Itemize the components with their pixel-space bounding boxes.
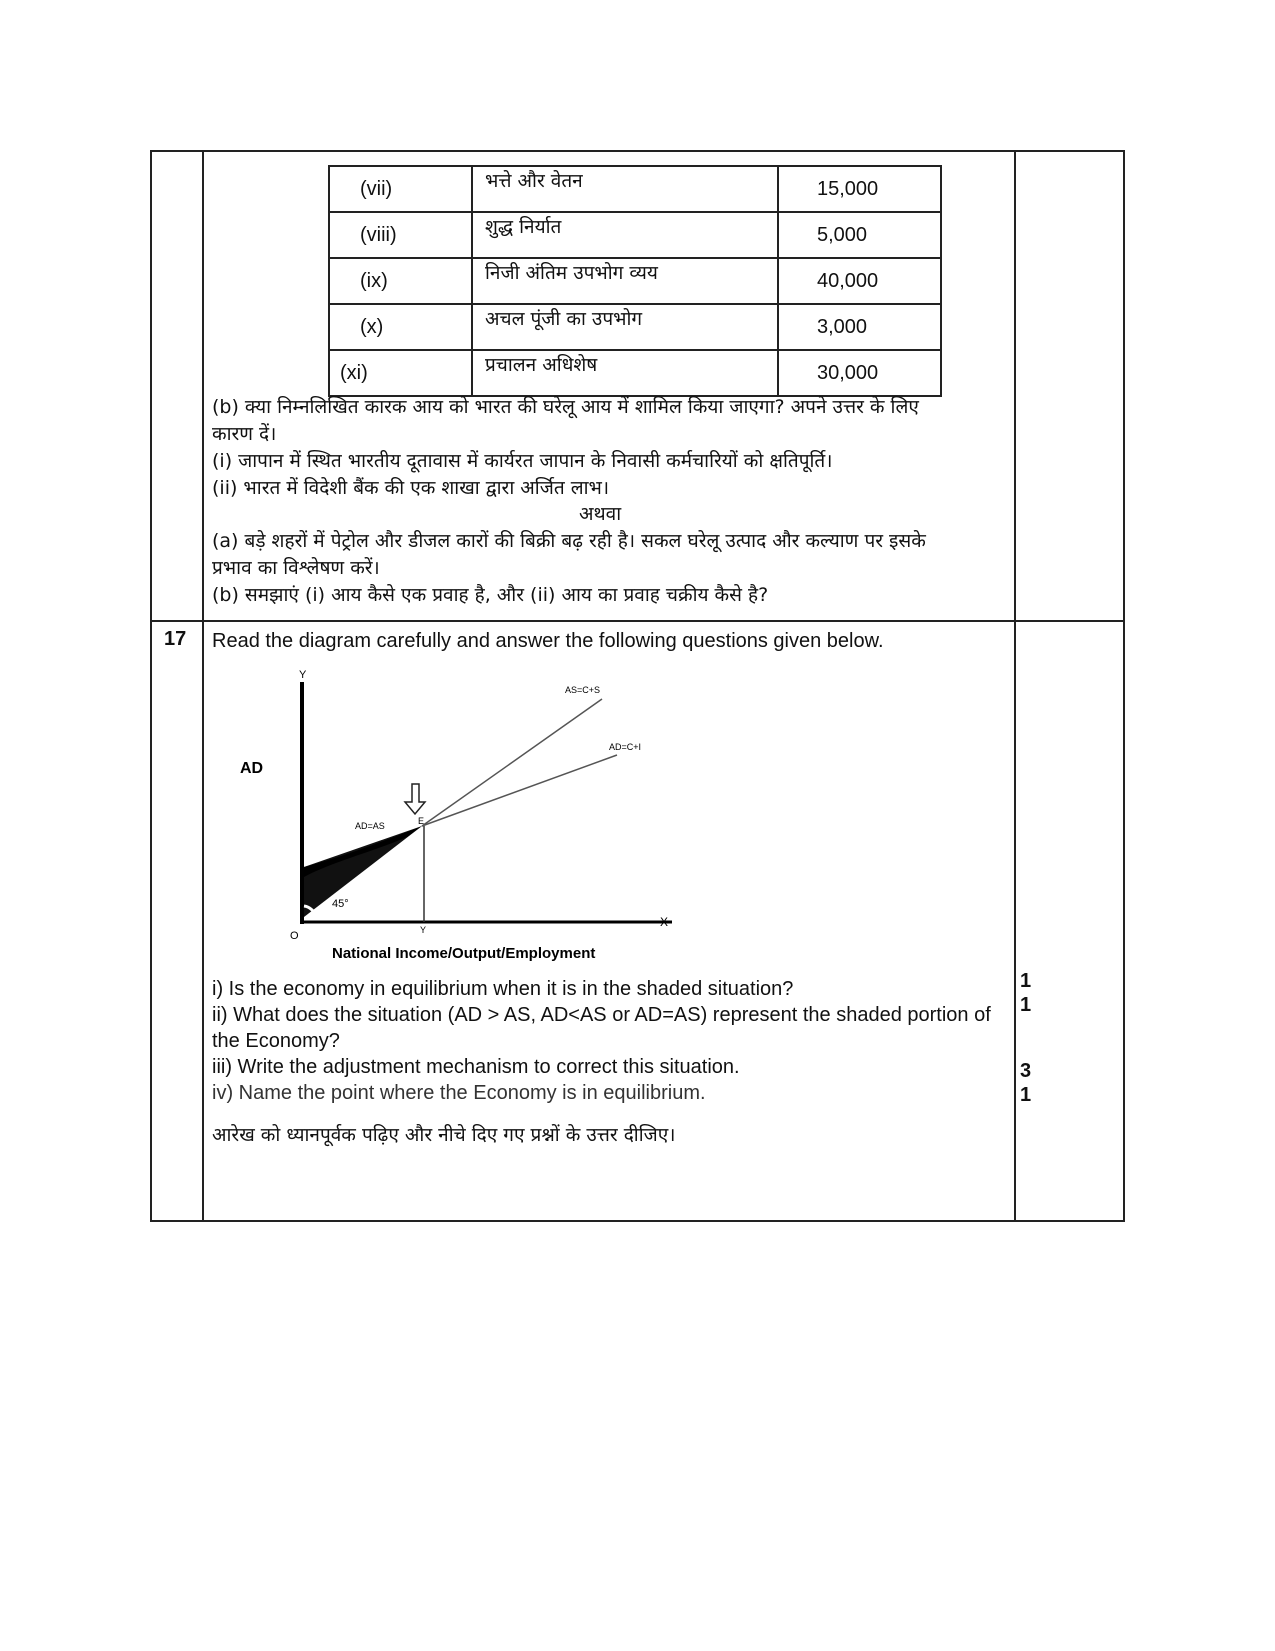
y-tick-label: Y — [420, 925, 427, 935]
marks-i: 1 — [1020, 970, 1032, 992]
ad-line-label: AD=C+I — [609, 742, 642, 752]
as-line — [422, 699, 602, 826]
down-arrow-icon — [405, 784, 425, 814]
row-value: 5,000 — [778, 212, 941, 258]
ad-line — [422, 755, 617, 826]
q17-iv: iv) Name the point where the Economy is in equilibrium. — [212, 1082, 706, 1104]
ad-label: AD — [240, 760, 264, 777]
y-axis-label: Y — [299, 669, 307, 681]
q16-b2: (b) समझाएं (i) आय कैसे एक प्रवाह है, और (ii) आय का प्रवाह चक्रीय कैसे है? — [212, 584, 769, 606]
point-e-label: E — [418, 816, 425, 826]
row-item: अचल पूंजी का उपभोग — [472, 304, 778, 350]
angle-label: 45° — [332, 898, 349, 910]
table-row — [329, 212, 941, 258]
shaded-region — [304, 826, 422, 917]
q17-ii-a: ii) What does the situation (AD > AS, AD<AS or AD=AS) represent the shaded portion of — [212, 1004, 991, 1026]
q16-b-ii: (ii) भारत में विदेशी बैंक की एक शाखा द्वारा अर्जित लाभ। — [212, 477, 610, 499]
marks-iii: 3 — [1020, 1060, 1032, 1082]
q17-ii-b: the Economy? — [212, 1030, 340, 1052]
row-divider — [152, 620, 1123, 622]
question-number: 17 — [164, 628, 187, 650]
row-item: भत्ते और वेतन — [472, 166, 778, 212]
x-axis-label: X — [660, 915, 669, 929]
row-value: 40,000 — [778, 258, 941, 304]
row-number: (viii) — [329, 212, 472, 258]
q17-hindi: आरेख को ध्यानपूर्वक पढ़िए और नीचे दिए गए प्रश्नों के उत्तर दीजिए। — [212, 1124, 676, 1146]
table-row — [329, 350, 941, 396]
marks-iv: 1 — [1020, 1084, 1032, 1106]
row-number: (vii) — [329, 166, 472, 212]
marks-column-divider — [1014, 152, 1016, 1220]
row-number: (ix) — [329, 258, 472, 304]
q16-a-line2: प्रभाव का विश्लेषण करें। — [212, 557, 380, 579]
as-line-label: AS=C+S — [565, 685, 601, 695]
table-row — [329, 304, 941, 350]
ad-as-diagram — [232, 662, 832, 962]
origin-label: O — [290, 930, 299, 942]
q16-a-line1: (a) बड़े शहरों में पेट्रोल और डीजल कारों की बिक्री बढ़ रही है। सकल घरेलू उत्पाद और कल्याण पर इसके — [212, 530, 926, 552]
q17-intro: Read the diagram carefully and answer the following questions given below. — [212, 630, 884, 652]
row-item: शुद्ध निर्यात — [472, 212, 778, 258]
x-axis-title: National Income/Output/Employment — [332, 945, 596, 962]
equality-label: AD=AS — [355, 821, 385, 831]
income-data-table — [328, 165, 942, 397]
q16-b-line1: (b) क्या निम्नलिखित कारक आय को भारत की घरेलू आय में शामिल किया जाएगा? अपने उत्तर के लिए — [212, 396, 919, 418]
row-value: 15,000 — [778, 166, 941, 212]
number-column-divider — [202, 152, 204, 1220]
row-item: प्रचालन अधिशेष — [472, 350, 778, 396]
q16-b-line2: कारण दें। — [212, 423, 277, 445]
q16-b-i: (i) जापान में स्थित भारतीय दूतावास में कार्यरत जापान के निवासी कर्मचारियों को क्षतिपूर्ति। — [212, 450, 833, 472]
q17-i: i) Is the economy in equilibrium when it is in the shaded situation? — [212, 978, 794, 1000]
or-separator: अथवा — [579, 503, 622, 525]
table-row — [329, 258, 941, 304]
row-value: 30,000 — [778, 350, 941, 396]
marks-ii: 1 — [1020, 994, 1032, 1016]
q17-iii: iii) Write the adjustment mechanism to correct this situation. — [212, 1056, 740, 1078]
table-row — [329, 166, 941, 212]
row-item: निजी अंतिम उपभोग व्यय — [472, 258, 778, 304]
row-value: 3,000 — [778, 304, 941, 350]
row-number: (x) — [329, 304, 472, 350]
question-table — [150, 150, 1125, 1222]
row-number: (xi) — [329, 350, 472, 396]
